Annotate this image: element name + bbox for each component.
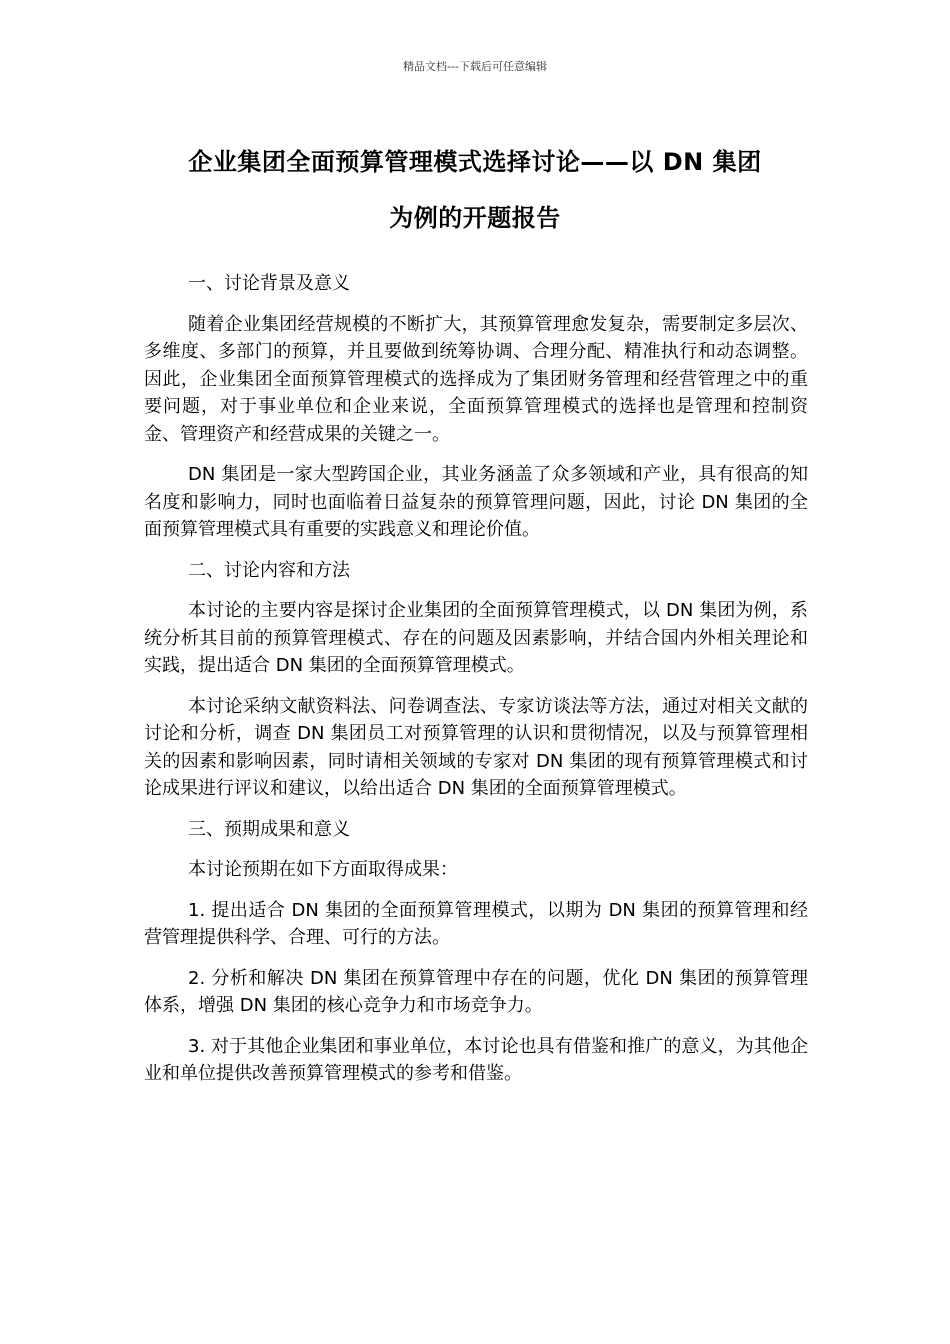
list-item-result-2: 2. 分析和解决 DN 集团在预算管理中存在的问题，优化 DN 集团的预算管理体系，增强 DN 集团的核心竞争力和市场竞争力。 [144,967,808,1016]
document-title [138,134,812,246]
paragraph: 随着企业集团经营规模的不断扩大，其预算管理愈发复杂，需要制定多层次、多维度、多部门的预算，并且要做到统筹协调、合理分配、精准执行和动态调整。因此，企业集团全面预算管理模式的选择成为了集团财务管理和经营管理之中的重要问题，对于事业单位和企业来说，全面预算管理模式的选择也是管理和控制资金、管理资产和经营成果的关键之一。 [144,313,808,445]
paragraph: 本讨论预期在如下方面取得成果： [188,859,458,880]
paragraph: 本讨论的主要内容是探讨企业集团的全面预算管理模式，以 DN 集团为例，系统分析其目前的预算管理模式、存在的问题及因素影响，并结合国内外相关理论和实践，提出适合 DN 集团的全面预算管理模式。 [144,600,808,676]
paragraph: 本讨论采纳文献资料法、问卷调查法、专家访谈法等方法，通过对相关文献的讨论和分析，调查 DN 集团员工对预算管理的认识和贯彻情况，以及与预算管理相关的因素和影响因素，同时请相关领域的专家对 DN 集团的现有预算管理模式和讨论成果进行评议和建议，以给出适合 DN 集团的全面预算管理模式。 [144,695,808,799]
document-body [144,270,808,1101]
title-line-1: 企业集团全面预算管理模式选择讨论——以 DN 集团 [188,148,762,176]
title-line-2: 为例的开题报告 [389,204,561,232]
list-item-result-3: 3. 对于其他企业集团和事业单位，本讨论也具有借鉴和推广的意义，为其他企业和单位提供改善预算管理模式的参考和借鉴。 [144,1035,808,1084]
section-heading-background: 一、讨论背景及意义 [188,273,350,294]
paragraph: DN 集团是一家大型跨国企业，其业务涵盖了众多领域和产业，具有很高的知名度和影响力，同时也面临着日益复杂的预算管理问题，因此，讨论 DN 集团的全面预算管理模式具有重要的实践意义和理论价值。 [144,464,808,540]
header-note: 精品文档---下载后可任意编辑 [403,60,547,73]
list-item-result-1: 1. 提出适合 DN 集团的全面预算管理模式，以期为 DN 集团的预算管理和经营管理提供科学、合理、可行的方法。 [144,899,808,948]
section-heading-content-method: 二、讨论内容和方法 [188,559,350,581]
section-heading-expected-results: 三、预期成果和意义 [188,818,350,840]
